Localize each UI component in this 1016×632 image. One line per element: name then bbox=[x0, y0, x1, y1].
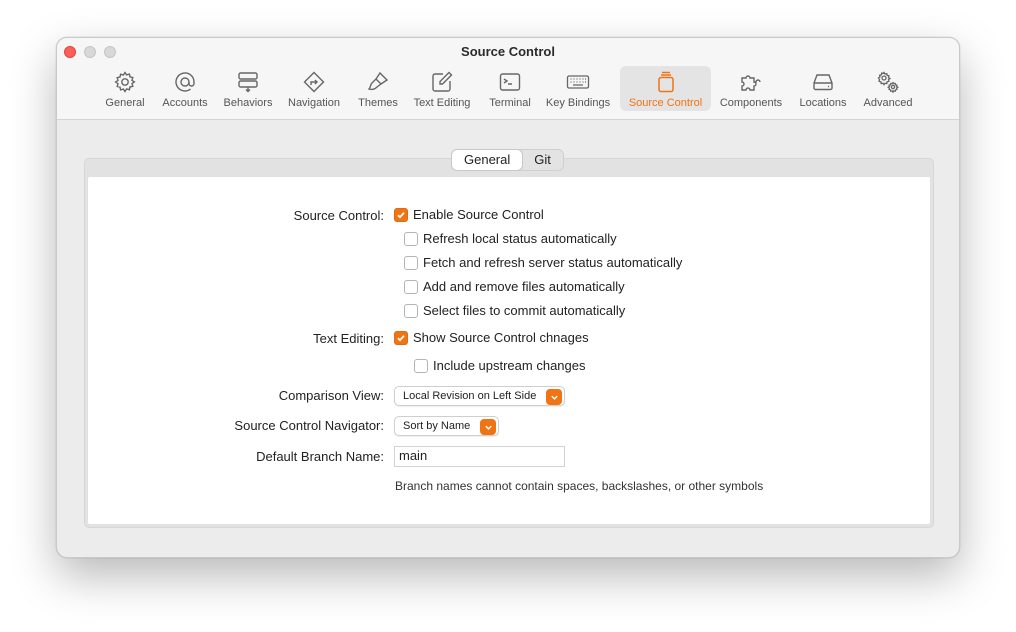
include-upstream-checkbox[interactable] bbox=[414, 359, 428, 373]
add-remove-checkbox[interactable] bbox=[404, 280, 418, 294]
show-changes-checkbox[interactable] bbox=[394, 331, 408, 345]
settings-content bbox=[88, 177, 930, 524]
refresh-local-label: Refresh local status automatically bbox=[423, 231, 617, 246]
tab-general-label: General bbox=[105, 97, 145, 109]
branch-name-hint: Branch names cannot contain spaces, backslashes, or other symbols bbox=[395, 479, 764, 493]
gear-icon bbox=[112, 69, 138, 95]
at-icon bbox=[172, 69, 198, 95]
tab-key-bindings-label: Key Bindings bbox=[545, 97, 611, 109]
branch-name-label: Default Branch Name: bbox=[256, 449, 384, 464]
brush-icon bbox=[365, 69, 391, 95]
preferences-toolbar bbox=[57, 66, 959, 112]
tab-general-settings[interactable]: General bbox=[452, 150, 522, 170]
tab-themes[interactable] bbox=[354, 66, 402, 111]
navigation-icon bbox=[301, 69, 327, 95]
tab-terminal-label: Terminal bbox=[489, 97, 531, 109]
settings-tab-control bbox=[451, 149, 564, 171]
fetch-server-row[interactable] bbox=[404, 255, 682, 270]
navigator-label: Source Control Navigator: bbox=[234, 418, 384, 433]
include-upstream-row[interactable] bbox=[414, 358, 585, 373]
title-bar bbox=[57, 38, 959, 120]
navigator-sort-popup[interactable] bbox=[394, 416, 499, 436]
tab-source-control[interactable] bbox=[620, 66, 711, 111]
tab-terminal[interactable] bbox=[484, 66, 536, 111]
tab-git-settings[interactable]: Git bbox=[534, 152, 551, 167]
add-remove-row[interactable] bbox=[404, 279, 625, 294]
behaviors-icon bbox=[235, 69, 261, 95]
source-control-icon bbox=[653, 69, 679, 95]
tab-themes-label: Themes bbox=[358, 97, 398, 109]
tab-accounts[interactable] bbox=[157, 66, 213, 111]
include-upstream-label: Include upstream changes bbox=[433, 358, 586, 373]
edit-icon bbox=[429, 69, 455, 95]
show-changes-label: Show Source Control chnages bbox=[413, 330, 589, 345]
tab-navigation[interactable] bbox=[284, 66, 344, 111]
tab-locations[interactable] bbox=[795, 66, 851, 111]
keyboard-icon bbox=[565, 69, 591, 95]
comparison-view-popup[interactable] bbox=[394, 386, 565, 406]
fetch-server-checkbox[interactable] bbox=[404, 256, 418, 270]
refresh-local-row[interactable] bbox=[404, 231, 617, 246]
gears-icon bbox=[875, 69, 901, 95]
comparison-view-value: Local Revision on Left Side bbox=[403, 390, 537, 402]
source-control-label: Source Control: bbox=[293, 208, 384, 223]
preferences-window bbox=[56, 37, 960, 558]
terminal-icon bbox=[497, 69, 523, 95]
select-commit-row[interactable] bbox=[404, 303, 625, 318]
tab-navigation-label: Navigation bbox=[288, 97, 340, 109]
tab-source-control-label: Source Control bbox=[628, 97, 703, 109]
tab-behaviors-label: Behaviors bbox=[223, 97, 273, 109]
add-remove-label: Add and remove files automatically bbox=[423, 279, 625, 294]
select-commit-checkbox[interactable] bbox=[404, 304, 418, 318]
tab-advanced-label: Advanced bbox=[863, 97, 913, 109]
enable-source-control-label: Enable Source Control bbox=[413, 207, 544, 222]
show-changes-row[interactable] bbox=[394, 330, 589, 345]
puzzle-icon bbox=[738, 69, 764, 95]
tab-text-editing-label: Text Editing bbox=[413, 97, 471, 109]
text-editing-label: Text Editing: bbox=[313, 331, 384, 346]
refresh-local-checkbox[interactable] bbox=[404, 232, 418, 246]
enable-source-control-checkbox[interactable] bbox=[394, 208, 408, 222]
chevron-down-icon bbox=[480, 419, 496, 435]
tab-accounts-label: Accounts bbox=[162, 97, 208, 109]
drive-icon bbox=[810, 69, 836, 95]
tab-general[interactable] bbox=[101, 66, 149, 111]
enable-source-control-row[interactable] bbox=[394, 207, 544, 222]
tab-behaviors[interactable] bbox=[220, 66, 276, 111]
chevron-down-icon bbox=[546, 389, 562, 405]
fetch-server-label: Fetch and refresh server status automatically bbox=[423, 255, 683, 270]
window-title: Source Control bbox=[461, 44, 555, 59]
comparison-view-label: Comparison View: bbox=[278, 388, 384, 403]
select-commit-label: Select files to commit automatically bbox=[423, 303, 626, 318]
tab-text-editing[interactable] bbox=[409, 66, 475, 111]
branch-name-field[interactable]: main bbox=[394, 446, 565, 467]
tab-components-label: Components bbox=[719, 97, 783, 109]
tab-key-bindings[interactable] bbox=[543, 66, 613, 111]
navigator-sort-value: Sort by Name bbox=[403, 420, 471, 432]
tab-components[interactable] bbox=[716, 66, 786, 111]
tab-advanced[interactable] bbox=[858, 66, 918, 111]
tab-locations-label: Locations bbox=[799, 97, 847, 109]
